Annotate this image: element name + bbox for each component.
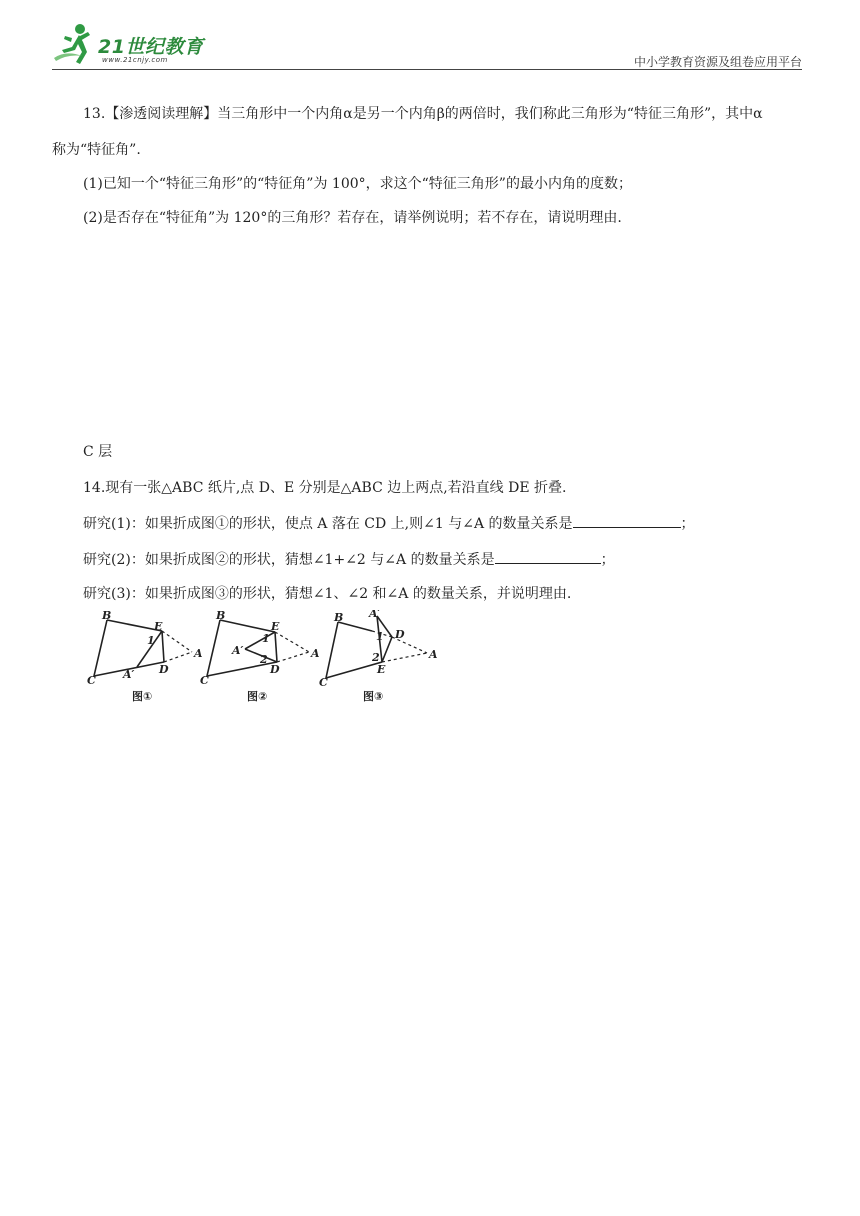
fig3-label-b: B [334, 611, 344, 624]
fig2-dashed-da [277, 652, 309, 662]
q14-study1-end: ； [680, 516, 695, 532]
q13-part2: (2)是否存在“特征角”为 120°的三角形？若存在，请举例说明；若不存在，请说明理由. [83, 210, 622, 226]
fig1-dashed-da [164, 652, 192, 662]
fig2-label-e: E [271, 620, 280, 633]
fig2-label-a-prime: A′ [232, 644, 244, 657]
fig1-label-a: A [194, 647, 203, 660]
fig2-caption: 图② [247, 690, 268, 703]
fig3-label-a-prime: A′ [369, 610, 381, 620]
q14-study2-answer-blank[interactable] [495, 549, 601, 564]
fig1-label-c: C [87, 674, 96, 687]
fig2-fold-de [275, 632, 277, 662]
folding-figures [82, 610, 442, 710]
section-c-heading: C 层 [83, 444, 113, 460]
fig3-label-e: E [377, 663, 386, 676]
figure-2 [200, 610, 320, 703]
q13-part1: (1)已知一个“特征三角形”的“特征角”为 100°，求这个“特征三角形”的最小内角的度数； [83, 176, 632, 192]
page-header [52, 18, 802, 70]
logo-url: www.21cnjy.com [102, 56, 168, 64]
runner-logo-icon [52, 20, 100, 68]
fig2-side-be [220, 620, 275, 632]
q14-stem: 14.现有一张△ABC 纸片,点 D、E 分别是△ABC 边上两点,若沿直线 DE 折叠. [83, 480, 567, 496]
fig3-label-1: 1 [376, 630, 384, 643]
fig1-label-a-prime: A′ [123, 668, 135, 681]
fig1-label-1: 1 [147, 634, 155, 647]
fig2-dashed-ea [275, 632, 309, 652]
fig3-label-c: C [319, 676, 328, 689]
fig2-label-d: D [270, 663, 280, 676]
fig2-label-b: B [216, 610, 226, 622]
site-logo [52, 18, 232, 68]
figure-3 [319, 610, 438, 703]
fig1-label-d: D [159, 663, 169, 676]
fig3-label-d: D [395, 628, 405, 641]
fig3-triangle-sides [326, 622, 382, 678]
q14-study1-text: 研究(1)：如果折成图①的形状，使点 A 落在 CD 上,则∠1 与∠A 的数量关系是 [83, 516, 573, 532]
fig1-caption: 图① [132, 690, 153, 703]
platform-title: 中小学教育资源及组卷应用平台 [633, 55, 802, 69]
fig2-label-a: A [311, 647, 320, 660]
fig3-dashed-ea [382, 653, 427, 662]
fig3-label-a: A [429, 648, 438, 661]
q13-line1: 13.【渗透阅读理解】当三角形中一个内角α是另一个内角β的两倍时，我们称此三角形为“特征三角形”，其中α [83, 106, 763, 122]
fig2-label-2: 2 [260, 653, 268, 666]
q14-study2-text: 研究(2)：如果折成图②的形状，猜想∠1+∠2 与∠A 的数量关系是 [83, 552, 495, 568]
fig3-caption: 图③ [363, 690, 384, 703]
q14-study1-answer-blank[interactable] [573, 513, 681, 528]
logo-text: 21世纪教育 [98, 36, 204, 58]
q14-study2 [83, 549, 615, 570]
q14-study2-end: ； [600, 552, 615, 568]
fig2-label-1: 1 [262, 632, 270, 645]
fig3-label-2: 2 [372, 651, 380, 664]
fig1-label-e: E [154, 620, 163, 633]
q14-study1 [83, 513, 695, 534]
header-divider [52, 69, 802, 70]
fig1-dashed-ea [162, 631, 192, 652]
fig2-fold-ea [245, 632, 275, 649]
fig1-fold-de [162, 631, 164, 662]
fig1-label-b: B [102, 610, 112, 622]
fig2-label-c: C [200, 674, 209, 687]
figure-1 [87, 610, 203, 703]
q14-study3: 研究(3)：如果折成图③的形状，猜想∠1、∠2 和∠A 的数量关系，并说明理由. [83, 586, 572, 602]
q13-line2: 称为“特征角”. [52, 142, 141, 158]
